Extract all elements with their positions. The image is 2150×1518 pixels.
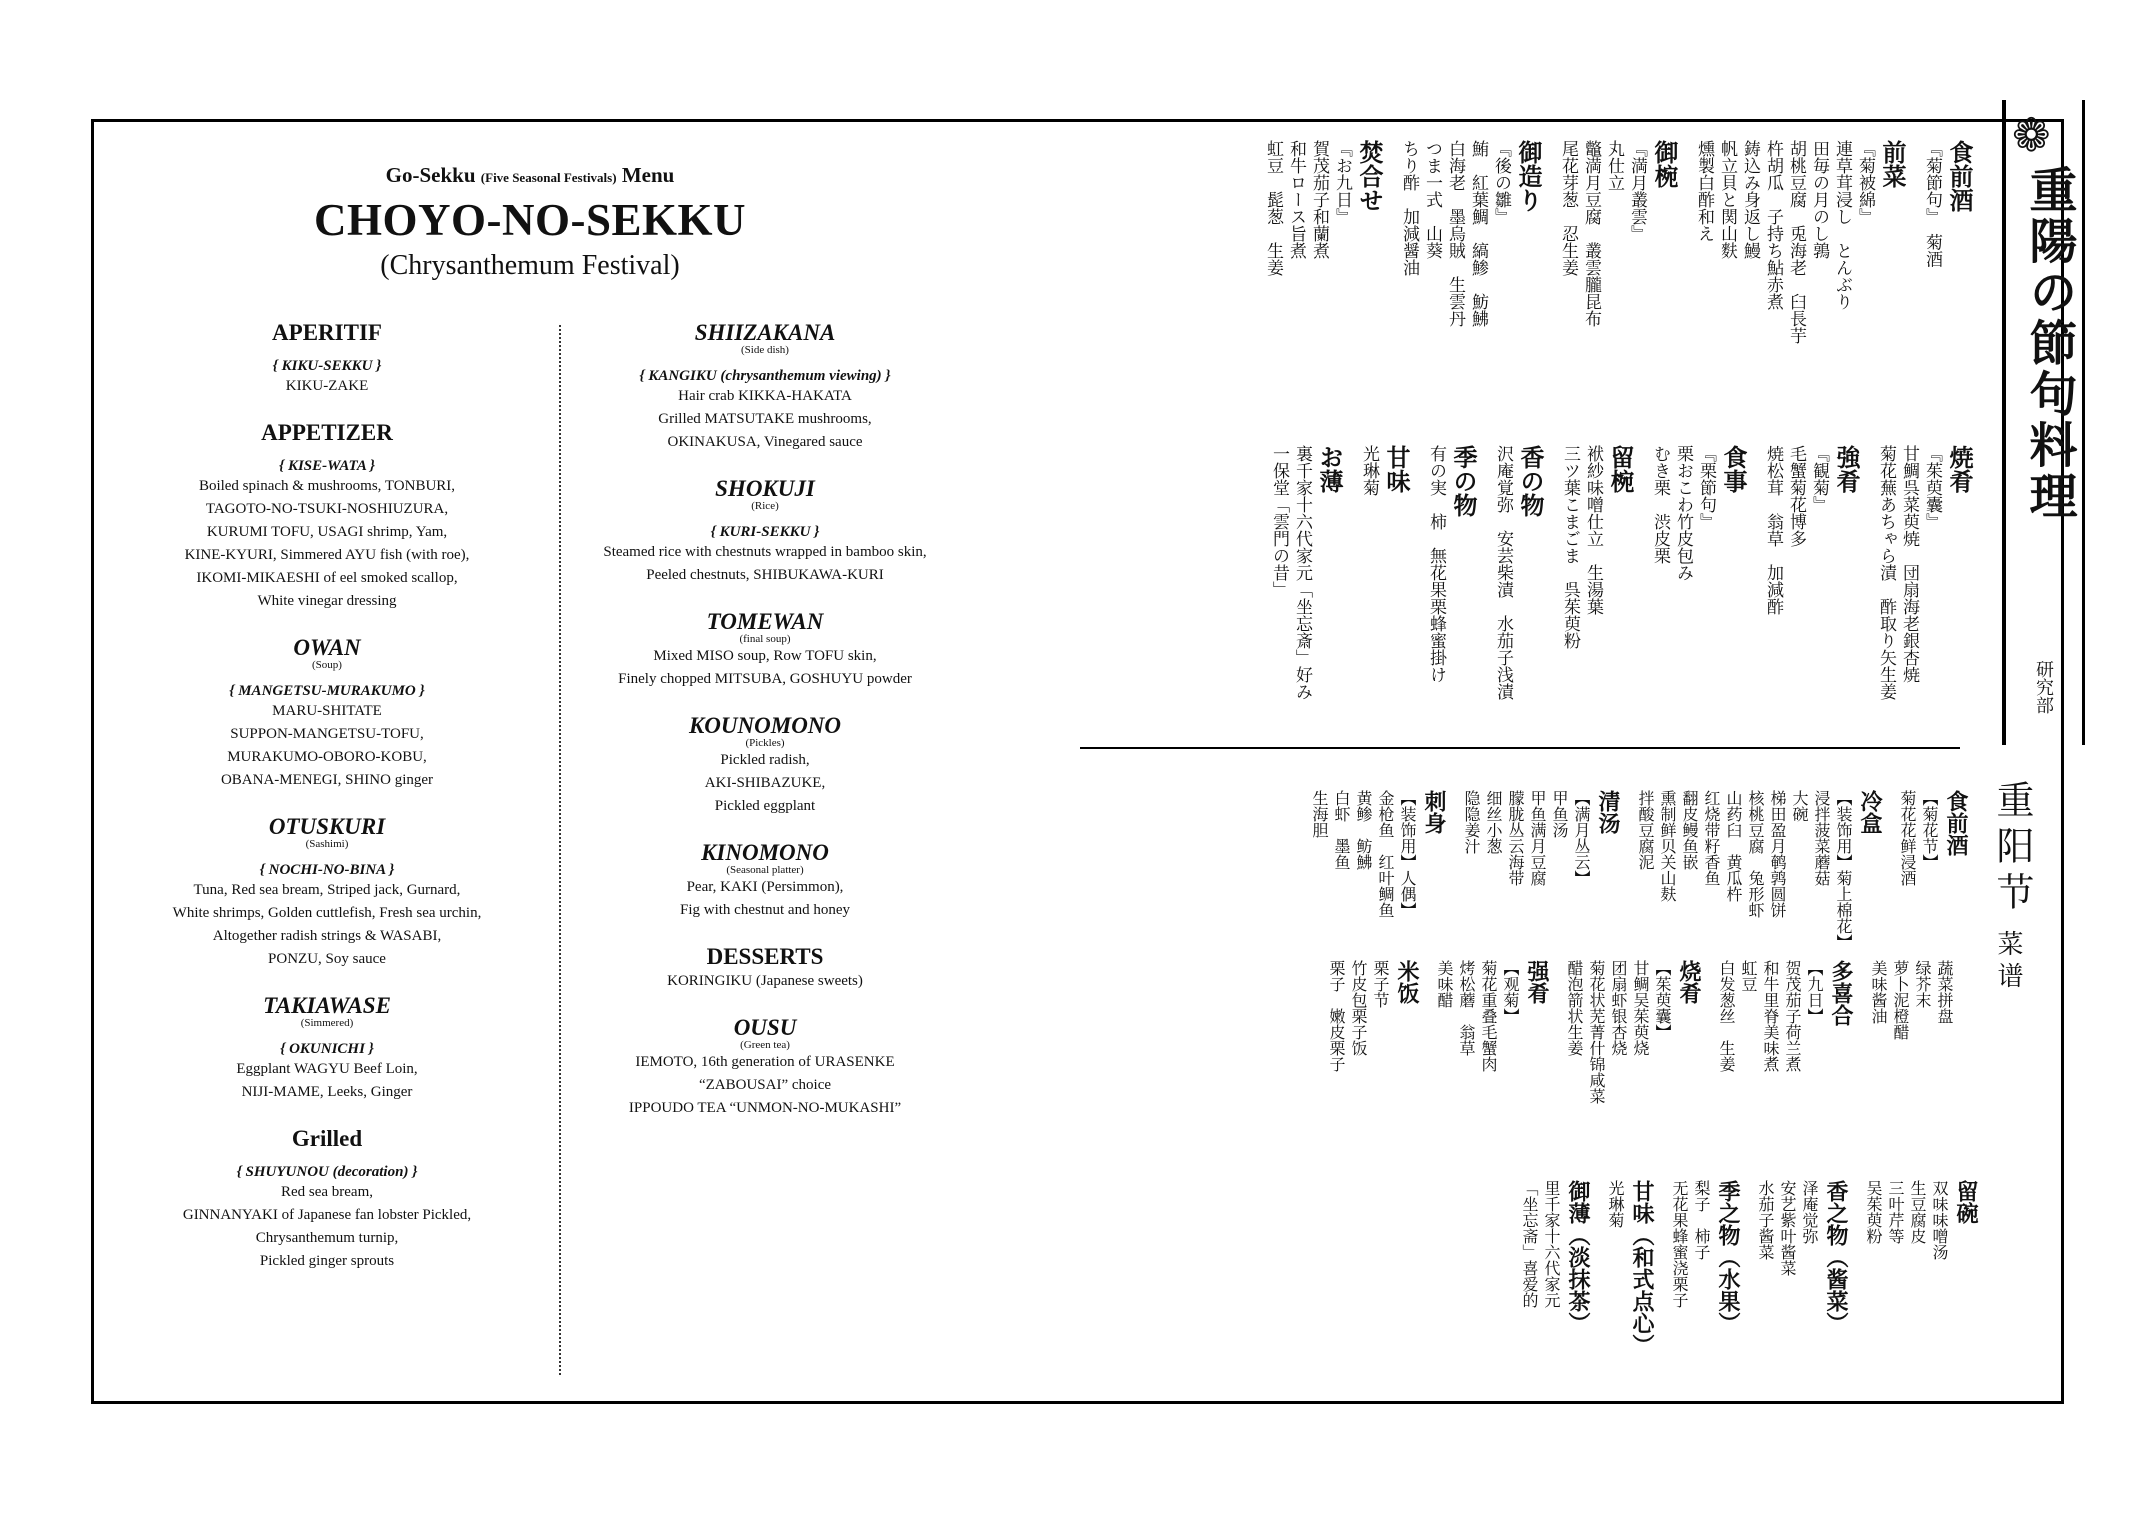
vertical-block	[1715, 960, 1855, 1072]
block-line: 光琳菊	[1606, 1180, 1625, 1228]
vertical-block	[1261, 140, 1385, 276]
vertical-block	[1896, 790, 1970, 886]
block-line: 甲鱼汤	[1550, 790, 1569, 838]
block-line: 翻皮鳗鱼嵌	[1680, 790, 1699, 870]
menu-section	[117, 635, 537, 792]
block-line: 『観菊』	[1809, 445, 1829, 513]
block-heading: 季之物（水果）	[1715, 1180, 1740, 1334]
block-line: 白发葱丝 生姜	[1717, 960, 1736, 1072]
menu-section	[555, 320, 975, 454]
dish-line: OKINAKUSA, Vinegared sauce	[667, 434, 863, 450]
dish-line: Grilled MATSUTAKE mushrooms,	[658, 411, 872, 427]
vertical-block	[1308, 790, 1448, 918]
vertical-block	[1867, 960, 1955, 1040]
block-line: 「坐忘斋」喜爱的	[1520, 1180, 1539, 1308]
block-line: 里千家十六代家元	[1542, 1180, 1561, 1308]
vertical-block	[1754, 1180, 1850, 1334]
block-heading: 強肴	[1832, 445, 1860, 493]
block-line: 醋泡箭状生姜	[1565, 960, 1584, 1056]
block-heading: 御薄（淡抹茶）	[1565, 1180, 1590, 1334]
vertical-block	[1563, 960, 1703, 1104]
menu-section	[555, 840, 975, 922]
block-line: 竹皮包栗子饭	[1349, 960, 1368, 1056]
section-translation: (Pickles)	[745, 737, 785, 749]
vertical-block	[1668, 1180, 1742, 1334]
dish-line: Pickled radish,	[720, 752, 810, 768]
vertical-block	[1325, 960, 1421, 1072]
block-line: 『お九日』	[1332, 140, 1352, 225]
block-line: 黄鲹 鲂鮄	[1354, 790, 1373, 870]
dish-line: KINE-KYURI, Simmered AYU fish (with roe),	[184, 547, 470, 563]
block-heading: 清汤	[1595, 790, 1620, 834]
section-translation: (Seasonal platter)	[726, 864, 804, 876]
dish-line: KIKU-ZAKE	[285, 378, 369, 394]
section-translation: (final soup)	[739, 633, 791, 645]
dish-line: OBANA-MENEGI, SHINO ginger	[220, 772, 434, 788]
section-translation: (Sashimi)	[305, 838, 349, 850]
block-line: 田毎の月のし鶉	[1809, 140, 1829, 259]
block-line: 浸拌菠菜蘑菇	[1812, 790, 1831, 886]
menu-section	[555, 609, 975, 691]
english-menu-right	[555, 320, 975, 1142]
dish-line: Chrysanthemum turnip,	[255, 1230, 399, 1246]
vertical-block	[1460, 790, 1622, 886]
dish-line: Tuna, Red sea bream, Striped jack, Gurnard,	[193, 882, 461, 898]
block-heading: 刺身	[1421, 790, 1446, 834]
block-heading: 季の物	[1449, 445, 1477, 517]
block-line: 帆立貝と関山麩	[1717, 140, 1737, 259]
block-line: 【装饰用】菊上棉花】	[1834, 790, 1853, 950]
dish-line: SUPPON-MANGETSU-TOFU,	[230, 726, 424, 742]
vertical-block	[1604, 1180, 1656, 1356]
block-line: 泽庵觉弥	[1800, 1180, 1819, 1244]
block-line: 『栗節句』	[1696, 445, 1716, 530]
dish-line: TAGOTO-NO-TSUKI-NOSHIUZURA,	[205, 501, 449, 517]
block-line: 丸仕立	[1604, 140, 1624, 191]
block-line: 【九日】	[1805, 960, 1824, 1024]
block-line: 賀茂茄子和蘭煮	[1309, 140, 1329, 259]
block-heading: 焚合せ	[1355, 140, 1383, 212]
block-line: 鋳込み身返し鰻	[1740, 140, 1760, 259]
block-line: 团扇虾银杏烧	[1609, 960, 1628, 1056]
block-line: 梯田盈月鹌鹑圆饼	[1768, 790, 1787, 918]
dish-line: White shrimps, Golden cuttlefish, Fresh sea urchin,	[172, 905, 482, 921]
menu-section	[117, 814, 537, 971]
dish-line: AKI-SHIBAZUKE,	[704, 775, 826, 791]
section-title: TOMEWAN	[706, 609, 824, 634]
block-heading: 御椀	[1650, 140, 1678, 188]
vertical-block	[1558, 445, 1636, 649]
block-line: 【观菊】	[1501, 960, 1520, 1024]
block-line: 三ツ葉こまごま 呉茱萸粉	[1560, 445, 1580, 649]
menu-section	[117, 1126, 537, 1273]
block-line: 烤松蘑 翁草	[1457, 960, 1476, 1056]
vertical-block	[1433, 960, 1551, 1072]
menu-section	[117, 420, 537, 613]
dish-name: { KIKU-SEKKU }	[272, 358, 382, 374]
block-heading: 前菜	[1878, 140, 1906, 188]
block-line: 菊花蕪あちゃら漬 酢取り矢生姜	[1876, 445, 1896, 700]
block-line: 有の実 柿 無花果栗蜂蜜掛け	[1426, 445, 1446, 683]
block-line: 隐隐姜汁	[1462, 790, 1481, 854]
block-line: 甲鱼满月豆腐	[1528, 790, 1547, 886]
block-line: 红烧带籽香鱼	[1702, 790, 1721, 886]
block-line: 无花果蜂蜜浇栗子	[1670, 1180, 1689, 1308]
dish-line: Finely chopped MITSUBA, GOSHUYU powder	[618, 671, 912, 687]
block-line: 『菊被綿』	[1855, 140, 1875, 225]
english-menu-left	[117, 320, 537, 1295]
menu-title: CHOYO-NO-SEKKU	[313, 195, 747, 245]
block-heading: 留椀	[1606, 445, 1634, 493]
block-line: 绿芥末	[1913, 960, 1932, 1008]
block-heading: 冷盒	[1857, 790, 1882, 834]
block-line: 【满月丛云】	[1572, 790, 1591, 886]
block-line: 虹豆 髭葱 生姜	[1263, 140, 1283, 276]
section-title: KINOMONO	[701, 840, 829, 865]
dish-line: Peeled chestnuts, SHIBUKAWA-KURI	[646, 567, 884, 583]
block-line: つま一式 山葵	[1422, 140, 1442, 259]
dish-name: { MANGETSU-MURAKUMO }	[229, 683, 425, 699]
block-line: 栗子节	[1371, 960, 1390, 1008]
menu-header	[200, 0, 860, 282]
section-title: SHIIZAKANA	[694, 320, 836, 345]
menu-section	[555, 1015, 975, 1120]
block-line: 燻製白酢和え	[1694, 140, 1714, 242]
vertical-block	[1556, 140, 1680, 327]
section-title: SHOKUJI	[715, 476, 815, 501]
block-line: 鮪 紅葉鯛 縞鯵 魴鮄	[1468, 140, 1488, 327]
block-line: 和牛里脊美味煮	[1761, 960, 1780, 1072]
block-line: 『茱萸囊』	[1922, 445, 1942, 530]
chrysanthemum-icon: ❁	[2012, 108, 2051, 162]
dish-name: { NOCHI-NO-BINA }	[259, 862, 395, 878]
block-line: 毛蟹菊花博多	[1786, 445, 1806, 547]
vertical-block	[1424, 445, 1479, 683]
block-line: 【菊花节】	[1920, 790, 1939, 870]
block-line: 三叶芹等	[1886, 1180, 1905, 1244]
block-line: 贺茂茄子荷兰煮	[1783, 960, 1802, 1072]
section-translation: (Rice)	[751, 500, 779, 512]
block-line: 梨子 柿子	[1692, 1180, 1711, 1260]
vertical-block	[1634, 790, 1884, 950]
cn-title: 重阳节	[1990, 780, 2034, 918]
block-line: 大碗	[1790, 790, 1809, 822]
block-line: 金枪鱼 红叶鲷鱼	[1376, 790, 1395, 918]
dish-line: Hair crab KIKKA-HAKATA	[678, 388, 852, 404]
block-line: 萝卜泥橙醋	[1891, 960, 1910, 1040]
section-title: APPETIZER	[261, 420, 393, 445]
section-title: TAKIAWASE	[263, 993, 391, 1018]
dish-name: { KANGIKU (chrysanthemum viewing) }	[639, 368, 891, 384]
block-line: 生海胆	[1310, 790, 1329, 838]
block-line: 沢庵覚弥 安芸柴漬 水茄子浅漬	[1493, 445, 1513, 700]
block-line: 『満月叢雲』	[1627, 140, 1647, 242]
block-line: 美味醋	[1435, 960, 1454, 1008]
block-line: 胡桃豆腐 兎海老 臼長芋	[1786, 140, 1806, 344]
block-line: 和牛ロース旨煮	[1286, 140, 1306, 259]
block-line: 双味味噌汤	[1930, 1180, 1949, 1260]
block-line: 裏千家十六代家元「坐忘斎」好み	[1292, 445, 1312, 700]
section-translation: (Soup)	[312, 659, 342, 671]
vertical-block	[1357, 445, 1412, 496]
dish-name: { KURI-SEKKU }	[710, 524, 820, 540]
block-line: 拌酸豆腐泥	[1636, 790, 1655, 870]
block-line: 山药臼 黄瓜杵	[1724, 790, 1743, 902]
cn-caipu: 菜谱	[1993, 930, 2023, 994]
section-title: KOUNOMONO	[688, 713, 842, 738]
section-title: OUSU	[733, 1015, 797, 1040]
menu-section	[555, 944, 975, 993]
block-line: 菊花重叠毛蟹肉	[1479, 960, 1498, 1072]
block-line: 虹豆	[1739, 960, 1758, 992]
dish-line: Pear, KAKI (Persimmon),	[686, 879, 844, 895]
block-line: 鼈満月豆腐 叢雲朧昆布	[1581, 140, 1601, 327]
block-heading: 多喜合	[1828, 960, 1853, 1026]
dish-name: { SHUYUNOU (decoration) }	[236, 1164, 418, 1180]
block-line: 【茱萸囊】	[1653, 960, 1672, 1040]
block-line: 焼松茸 翁草 加減酢	[1763, 445, 1783, 615]
block-line: ちり酢 加減醤油	[1399, 140, 1419, 276]
dish-line: Pickled eggplant	[714, 798, 816, 814]
section-title: OTUSKURI	[268, 814, 386, 839]
vertical-block	[1397, 140, 1544, 327]
block-line: 『菊節句』 菊酒	[1922, 140, 1942, 268]
dish-line: Boiled spinach & mushrooms, TONBURI,	[198, 478, 456, 494]
block-heading: 烧肴	[1676, 960, 1701, 1004]
vertical-block	[1491, 445, 1546, 700]
section-translation: (Side dish)	[741, 344, 789, 356]
section-title: DESSERTS	[706, 944, 824, 969]
block-line: 美味酱油	[1869, 960, 1888, 1024]
section-title: Grilled	[291, 1126, 363, 1151]
section-translation: (Green tea)	[740, 1039, 790, 1051]
block-line: 蔬菜拼盘	[1935, 960, 1954, 1024]
dish-line: Altogether radish strings & WASABI,	[212, 928, 442, 944]
block-line: 白海老 墨烏賊 生雲丹	[1445, 140, 1465, 327]
block-line: 栗おこわ竹皮包み	[1673, 445, 1693, 581]
dish-name: { OKUNICHI }	[280, 1041, 374, 1057]
dish-line: KORINGIKU (Japanese sweets)	[667, 973, 863, 989]
dish-line: NIJI-MAME, Leeks, Ginger	[241, 1084, 413, 1100]
block-line: 水茄子酱菜	[1756, 1180, 1775, 1260]
menu-subtitle: (Chrysanthemum Festival)	[380, 250, 680, 281]
dish-line: IPPOUDO TEA “UNMON-NO-MUKASHI”	[628, 1100, 902, 1116]
menu-section	[117, 993, 537, 1104]
block-line: 栗子 嫩皮栗子	[1327, 960, 1346, 1072]
block-heading: 御造り	[1514, 140, 1542, 212]
dish-line: “ZABOUSAI” choice	[698, 1077, 832, 1093]
block-line: 菊花花鲜浸酒	[1898, 790, 1917, 886]
dish-line: IEMOTO, 16th generation of URASENKE	[635, 1054, 895, 1070]
block-heading: 食前酒	[1943, 790, 1968, 856]
block-line: 光琳菊	[1359, 445, 1379, 496]
menu-section	[555, 476, 975, 587]
block-line: 甘鯛呉菜萸焼 団扇海老銀杏焼	[1899, 445, 1919, 683]
block-line: 白虾 墨鱼	[1332, 790, 1351, 870]
block-line: 朦胧丛云海带	[1506, 790, 1525, 886]
dish-line: Eggplant WAGYU Beef Loin,	[236, 1061, 418, 1077]
block-line: 尾花芽葱 忍生姜	[1558, 140, 1578, 276]
dish-line: Red sea bream,	[280, 1184, 374, 1200]
block-heading: 香之物（酱菜）	[1823, 1180, 1848, 1334]
block-line: 甘鲷吴茱萸烧	[1631, 960, 1650, 1056]
dish-line: Pickled ginger sprouts	[259, 1253, 395, 1269]
block-heading: 甘味（和式点心）	[1629, 1180, 1654, 1356]
menu-pretitle: Go-Sekku (Five Seasonal Festivals) Menu	[385, 163, 675, 187]
dish-line: White vinegar dressing	[257, 593, 397, 609]
block-line: 吴茱萸粉	[1864, 1180, 1883, 1244]
vertical-block	[1874, 445, 1975, 700]
menu-section	[117, 320, 537, 398]
block-line: 安艺紫叶酱菜	[1778, 1180, 1797, 1276]
block-line: 核桃豆腐 兔形虾	[1746, 790, 1765, 918]
dish-line: Mixed MISO soup, Row TOFU skin,	[653, 648, 877, 664]
section-divider	[1080, 747, 1960, 749]
menu-section	[555, 713, 975, 818]
block-heading: お薄	[1315, 445, 1343, 493]
section-title: APERITIF	[272, 320, 382, 345]
vertical-block	[1920, 140, 1975, 268]
block-line: 袱紗味噌仕立 生湯葉	[1583, 445, 1603, 615]
vertical-block	[1267, 445, 1345, 700]
block-heading: 留碗	[1953, 1180, 1978, 1224]
dish-line: Fig with chestnut and honey	[680, 902, 850, 918]
block-line: 連草茸浸し とんぶり	[1832, 140, 1852, 310]
dish-line: MARU-SHITATE	[272, 703, 382, 719]
dish-line: MURAKUMO-OBORO-KOBU,	[227, 749, 427, 765]
vertical-block	[1761, 445, 1862, 615]
block-heading: 香の物	[1516, 445, 1544, 517]
jp-title: 重陽の節句料理	[2021, 165, 2077, 522]
block-heading: 甘味	[1382, 445, 1410, 493]
jp-department: 研究部	[2033, 660, 2054, 714]
vertical-block	[1862, 1180, 1980, 1260]
block-line: 生豆腐皮	[1908, 1180, 1927, 1244]
block-line: 菊花状芜菁什锦咸菜	[1587, 960, 1606, 1104]
block-line: 杵胡瓜 子持ち鮎赤煮	[1763, 140, 1783, 310]
dish-line: Steamed rice with chestnuts wrapped in bamboo skin,	[603, 544, 927, 560]
vertical-block	[1692, 140, 1908, 344]
block-heading: 食前酒	[1945, 140, 1973, 212]
block-heading: 强肴	[1524, 960, 1549, 1004]
block-heading: 米饭	[1394, 960, 1419, 1004]
dish-line: PONZU, Soy sauce	[268, 951, 386, 967]
block-heading: 焼肴	[1945, 445, 1973, 493]
dish-name: { KISE-WATA }	[278, 458, 376, 474]
dish-line: IKOMI-MIKAESHI of eel smoked scallop,	[196, 570, 458, 586]
block-line: 『後の雛』	[1491, 140, 1511, 225]
vertical-block	[1518, 1180, 1592, 1334]
block-line: 细丝小葱	[1484, 790, 1503, 854]
block-line: 熏制鲜贝关山麸	[1658, 790, 1677, 902]
dish-line: KURUMI TOFU, USAGI shrimp, Yam,	[206, 524, 448, 540]
block-line: 【装饰用】人偶】	[1398, 790, 1417, 918]
block-heading: 食事	[1719, 445, 1747, 493]
vertical-block	[1648, 445, 1749, 581]
side-rule	[2002, 100, 2006, 745]
block-line: 一保堂「雲門の昔」	[1269, 445, 1289, 598]
dish-line: GINNANYAKI of Japanese fan lobster Pickled,	[182, 1207, 472, 1223]
block-line: むき栗 渋皮栗	[1650, 445, 1670, 564]
section-title: OWAN	[293, 635, 361, 660]
section-translation: (Simmered)	[300, 1017, 354, 1029]
